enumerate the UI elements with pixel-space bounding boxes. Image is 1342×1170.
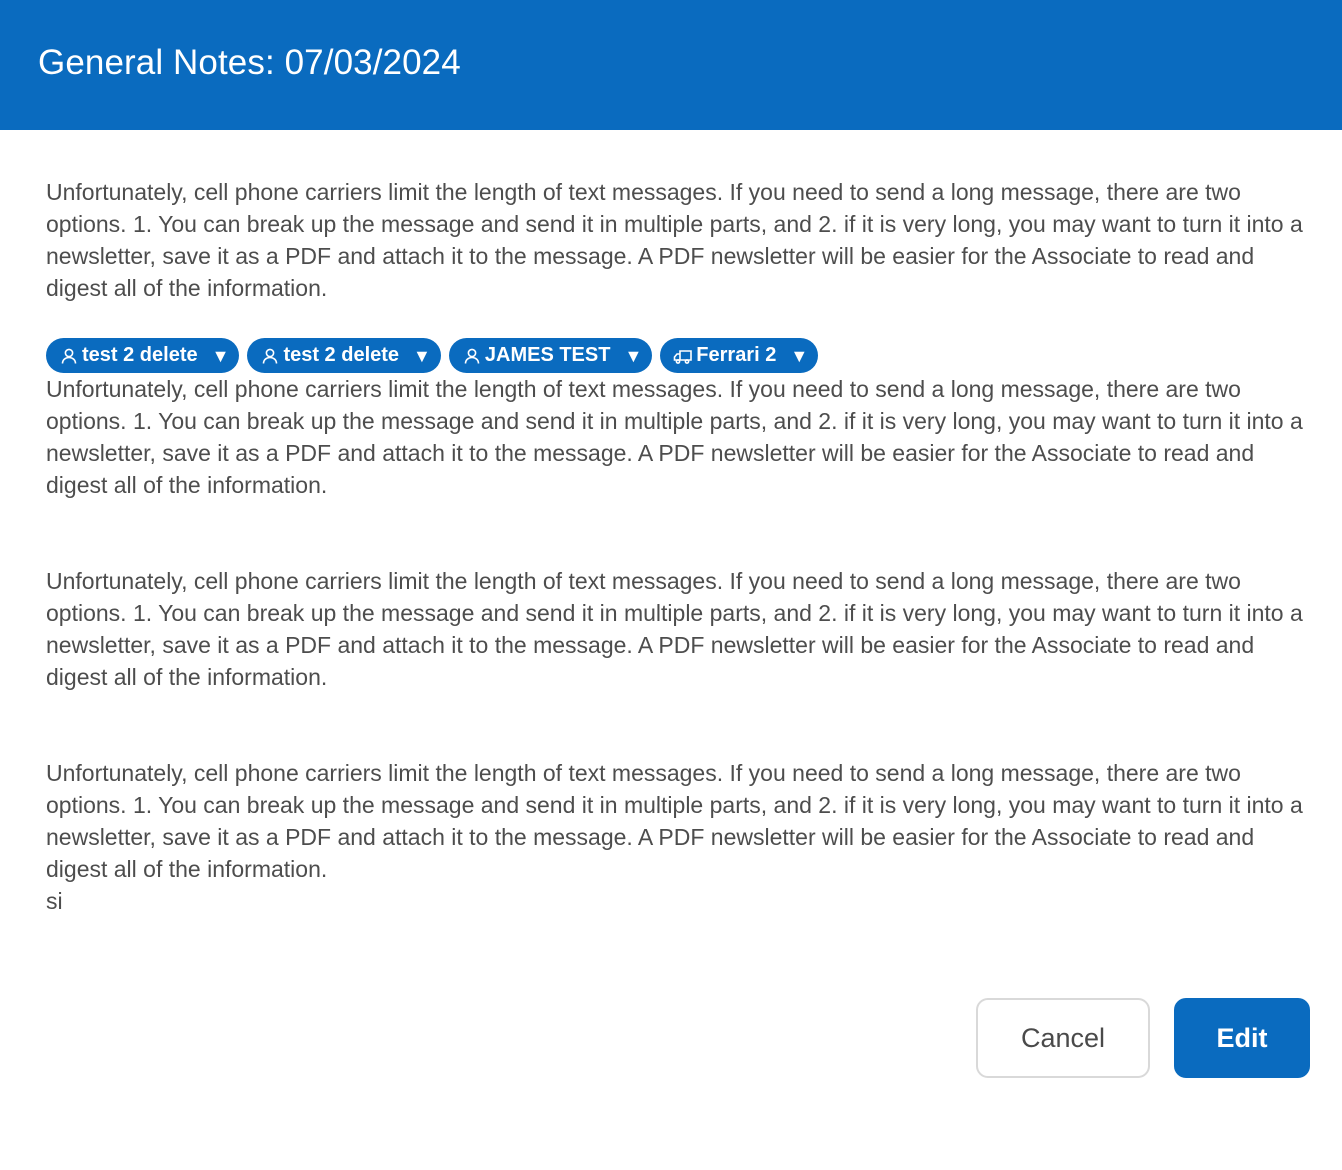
person-icon bbox=[462, 346, 482, 366]
chevron-down-icon[interactable]: ▼ bbox=[413, 345, 431, 366]
chevron-down-icon[interactable]: ▼ bbox=[790, 345, 809, 366]
person-icon bbox=[59, 346, 79, 366]
chevron-down-icon[interactable]: ▼ bbox=[211, 345, 230, 366]
person-icon bbox=[260, 346, 280, 366]
chevron-down-icon[interactable]: ▼ bbox=[624, 345, 643, 366]
modal-actions bbox=[976, 998, 1310, 1078]
tag-label: test 2 delete bbox=[283, 344, 400, 366]
tag-chip-associate-2[interactable] bbox=[247, 338, 440, 373]
edit-button[interactable]: Edit bbox=[1174, 998, 1310, 1078]
tag-list bbox=[46, 338, 1306, 373]
note-paragraph-2: Unfortunately, cell phone carriers limit the length of text messages. If you need to send a long message, there are two options. 1. You can break up the message and send it in multiple parts, and 2. if it is very long, you may want to turn it into a newsletter, save it as a PDF and attach it to the message. A PDF newsletter will be easier for the Associate to read and digest all of the information. bbox=[46, 376, 1303, 498]
notes-body bbox=[46, 176, 1306, 917]
tag-label: test 2 delete bbox=[82, 344, 198, 366]
tag-label: JAMES TEST bbox=[484, 344, 611, 366]
note-paragraph-4: Unfortunately, cell phone carriers limit the length of text messages. If you need to send a long message, there are two options. 1. You can break up the message and send it in multiple parts, and 2. if it is very long, you may want to turn it into a newsletter, save it as a PDF and attach it to the message. A PDF newsletter will be easier for the Associate to read and digest all of the information. bbox=[46, 760, 1303, 882]
truck-icon bbox=[673, 346, 693, 366]
note-paragraph-4-tail: si bbox=[46, 888, 63, 914]
tag-label: Ferrari 2 bbox=[696, 344, 777, 366]
tag-chip-associate-1[interactable] bbox=[46, 338, 239, 373]
page-title: General Notes: 07/03/2024 bbox=[38, 43, 461, 82]
tag-chip-vehicle[interactable] bbox=[660, 338, 818, 373]
note-paragraph-3: Unfortunately, cell phone carriers limit the length of text messages. If you need to send a long message, there are two options. 1. You can break up the message and send it in multiple parts, and 2. if it is very long, you may want to turn it into a newsletter, save it as a PDF and attach it to the message. A PDF newsletter will be easier for the Associate to read and digest all of the information. bbox=[46, 568, 1303, 690]
modal-header bbox=[0, 0, 1342, 130]
tag-chip-associate-3[interactable] bbox=[449, 338, 652, 373]
cancel-button[interactable]: Cancel bbox=[976, 998, 1150, 1078]
note-paragraph-1: Unfortunately, cell phone carriers limit the length of text messages. If you need to send a long message, there are two options. 1. You can break up the message and send it in multiple parts, and 2. if it is very long, you may want to turn it into a newsletter, save it as a PDF and attach it to the message. A PDF newsletter will be easier for the Associate to read and digest all of the information. bbox=[46, 179, 1303, 301]
